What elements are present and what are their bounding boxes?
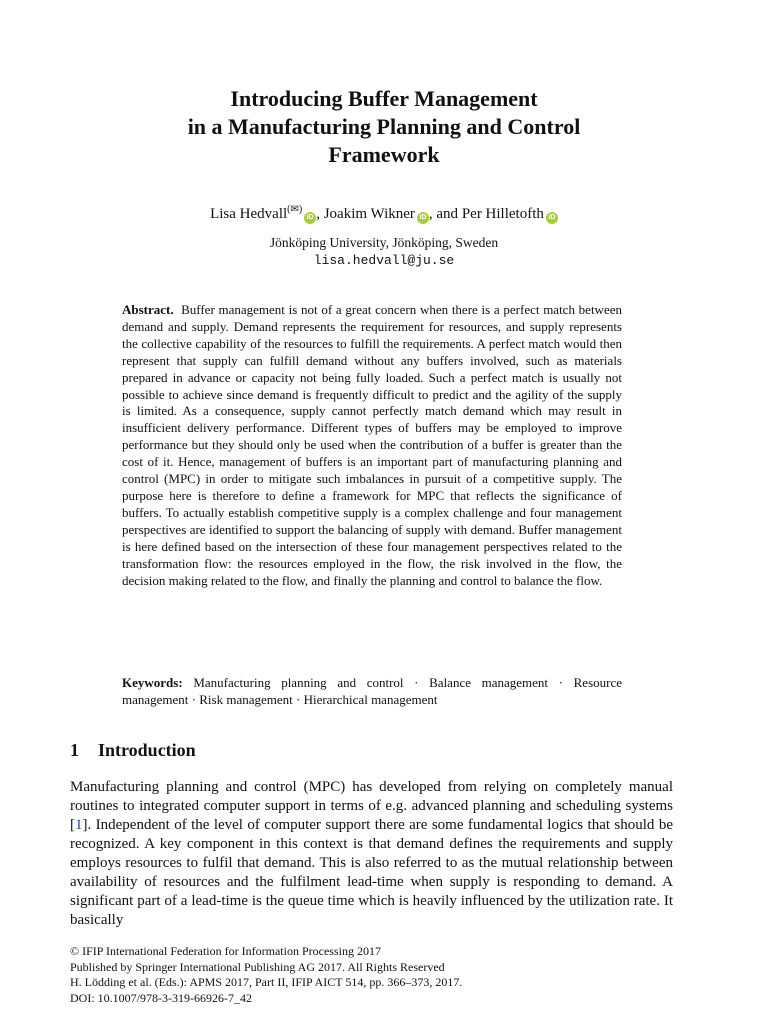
author-name-2[interactable]: Joakim Wikner [323,206,415,222]
keywords-text: Manufacturing planning and control · Balance management · Resource management · Risk management · Hierarchical management [122,675,622,707]
title-line-3: Framework [328,142,440,167]
footer-copyright: © IFIP International Federation for Information Processing 2017 [70,944,381,958]
body-text-part-1: Manufacturing planning and control (MPC) has developed from relying on completely manual routines to integrated computer support in terms of e.g. advanced planning and scheduling systems [ [70,779,673,833]
author-separator: , and [428,206,462,222]
title-line-2: in a Manufacturing Planning and Control [187,114,581,139]
orcid-icon[interactable]: iD [546,212,558,224]
paper-title [80,85,688,169]
author-name-3[interactable]: Per Hilletofth [461,206,544,222]
section-title: Introduction [98,740,196,760]
section-number: 1 [70,740,79,760]
footer-citation: H. Lödding et al. (Eds.): APMS 2017, Part II, IFIP AICT 514, pp. 366–373, 2017. [70,975,463,990]
author-email[interactable]: lisa.hedvall@ju.se [313,253,455,268]
affiliation: Jönköping University, Jönköping, Sweden [269,235,499,250]
abstract-text: Buffer management is not of a great concern when there is a perfect match between demand and supply. Demand represents the requirement for resources, and supply represents the collective capability of the resources to fulfill the requirements. A perfect match would then represent that supply can fulfill demand without any buffers involved, such as materials prepared in advance or capacity not being fully loaded. Such a perfect match is usually not possible to achieve since demand is frequently difficult to predict and the agility of the supply is limited. As a consequence, supply cannot perfectly match demand which may result in insufficient delivery performance. Different types of buffers may be employed to improve performance but they should only be used when the contribution of a buffer is greater than the cost of it. Hence, management of buffers is an important part of manufacturing planning and control (MPC) in order to mitigate such imbalances in pursuit of a competitive supply. The purpose here is therefore to define a framework for MPC that reflects the significance of buffers. To actually establish competitive supply is a complex challenge and four management perspectives are identified to support the balancing of supply with demand. Buffer management is here defined based on the intersection of these four management perspectives related to the transformation flow: the resources employed in the flow, the risk involved in the flow, the decision making related to the flow, and finally the planning and control to balance the flow. [122,302,622,588]
author-separator: , [316,206,324,222]
title-line-1: Introducing Buffer Management [230,86,538,111]
body-paragraph [70,778,673,930]
author-list [80,200,688,224]
body-text-part-2: ]. Independent of the level of computer support there are some fundamental logics that should be recognized. A key component in this context is that demand defines the requirements and supply employs resources to fulfil that demand. This is also referred to as the mutual relationship between availability of resources and the fulfilment lead-time when supply is responding to demand. A significant part of a lead-time is the queue time which is heavily influenced by the utilization rate. It basically [70,817,673,928]
footer-doi[interactable]: DOI: 10.1007/978-3-319-66926-7_42 [70,990,252,1005]
copyright-footer [70,944,673,1006]
abstract-label: Abstract. [122,302,174,317]
citation-link[interactable]: 1 [75,817,83,833]
keywords-paragraph [122,674,622,708]
author-name-1[interactable]: Lisa Hedvall [210,206,288,222]
footer-publisher: Published by Springer International Publishing AG 2017. All Rights Reserved [70,959,445,974]
orcid-icon[interactable]: iD [417,212,429,224]
orcid-icon[interactable]: iD [304,212,316,224]
abstract-paragraph [122,302,622,589]
corresponding-author-mark: (✉) [287,204,303,215]
section-heading [70,738,196,762]
keywords-label: Keywords: [122,675,183,690]
